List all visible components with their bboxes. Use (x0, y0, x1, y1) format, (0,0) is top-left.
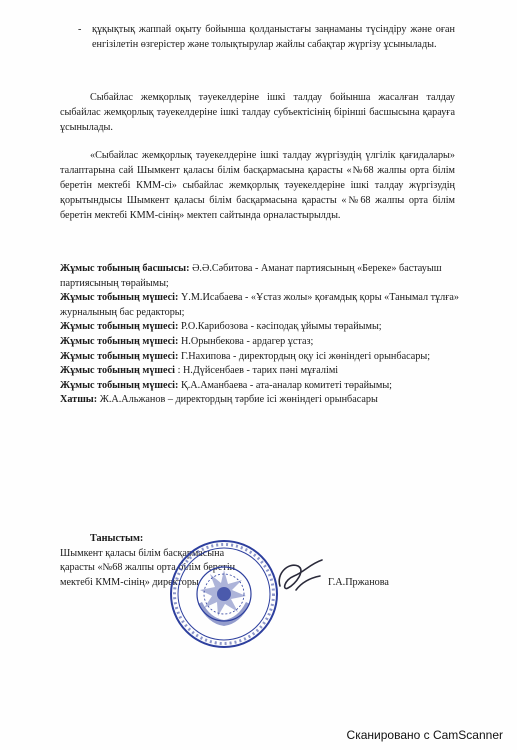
member-text: Ү.М.Исабаева - «Ұстаз жолы» қоғамдық қоры «Танымал тұлға» журналының бас редакторы; (60, 292, 460, 318)
signature-line-2: қарасты «№68 жалпы орта білім беретін (60, 562, 236, 573)
member-item (60, 335, 460, 350)
member-item (60, 262, 460, 291)
member-item (60, 320, 460, 335)
signature-line-1: Шымкент қаласы білім басқармасына (60, 547, 225, 559)
member-role: Хатшы: (60, 394, 98, 406)
member-item (60, 364, 460, 379)
member-text: Ә.Ә.Сәбитова - Аманат партиясының «Береке» бастауыш партиясының төрайымы; (60, 263, 442, 289)
member-role: Жұмыс тобының мүшесі (60, 365, 176, 377)
member-item (60, 379, 460, 394)
signature-line-3: мектебі КММ-сінің» директоры (60, 576, 199, 588)
member-text: Қ.А.Аманбаева - ата-аналар комитеті төрайымы; (178, 379, 393, 391)
bullet-dash: - (78, 24, 82, 35)
member-item (60, 393, 460, 408)
member-item (60, 291, 460, 320)
member-role: Жұмыс тобының мүшесі: (60, 335, 179, 347)
bullet-paragraph (78, 22, 455, 52)
member-role: Жұмыс тобының мүшесі: (60, 379, 179, 391)
member-text: Ж.А.Альжанов – директордың тәрбие ісі жөніндегі орынбасары (97, 394, 378, 406)
member-role: Жұмыс тобының мүшесі: (60, 292, 179, 304)
working-group-list (60, 262, 460, 408)
paragraph-publication: «Сыбайлас жемқорлық тәуекелдеріне ішкі талдау жүргізудің үлгілік қағидалары» талаптарына сай Шымкент қаласы білім басқармасына қарасты «№68 жалпы орта білім беретін мектебі КММ-сі» сыбайлас жемқорлық тәуекелдеріне ішкі талдау жүргізудің қорытындысы Шымкент қаласы білім басқармасына қарасты «№68 жалпы орта білім беретін мектебі КММ-сінің» мектеп сайтында орналастырылды. (60, 150, 455, 221)
member-text: : Н.Дүйсенбаев - тарих пәні мұғалімі (175, 365, 339, 377)
member-text: Р.О.Карибозова - кәсіподақ ұйымы төрайымы; (178, 321, 382, 333)
acknowledged-title: Таныстым: (90, 533, 144, 544)
handwritten-signature-icon (262, 556, 332, 598)
member-text: Г.Нахипова - директордың оқу ісі жөніндегі орынбасары; (178, 350, 431, 362)
member-item (60, 350, 460, 365)
member-text: Н.Орынбекова - ардагер ұстаз; (178, 335, 314, 347)
scanner-watermark: Сканировано с CamScanner (346, 728, 503, 742)
member-role: Жұмыс тобының басшысы: (60, 263, 190, 274)
bullet-text: құқықтық жаппай оқыту бойынша қолданыстағы заңнаманы түсіндіру және оған енгізілетін өзгерістер және толықтырулар жайлы сабақтар жүргізу ұсынылады. (92, 24, 455, 50)
paragraph-analysis: Сыбайлас жемқорлық тәуекелдеріне ішкі талдау бойынша жасалған талдау сыбайлас жемқорлық тәуекелдеріне ішкі талдау субъектісінің бірінші басшысына қарауға ұсынылады. (60, 92, 455, 133)
member-role: Жұмыс тобының мүшесі: (60, 321, 179, 333)
member-role: Жұмыс тобының мүшесі: (60, 350, 179, 362)
director-name: Г.А.Пржанова (328, 577, 389, 588)
